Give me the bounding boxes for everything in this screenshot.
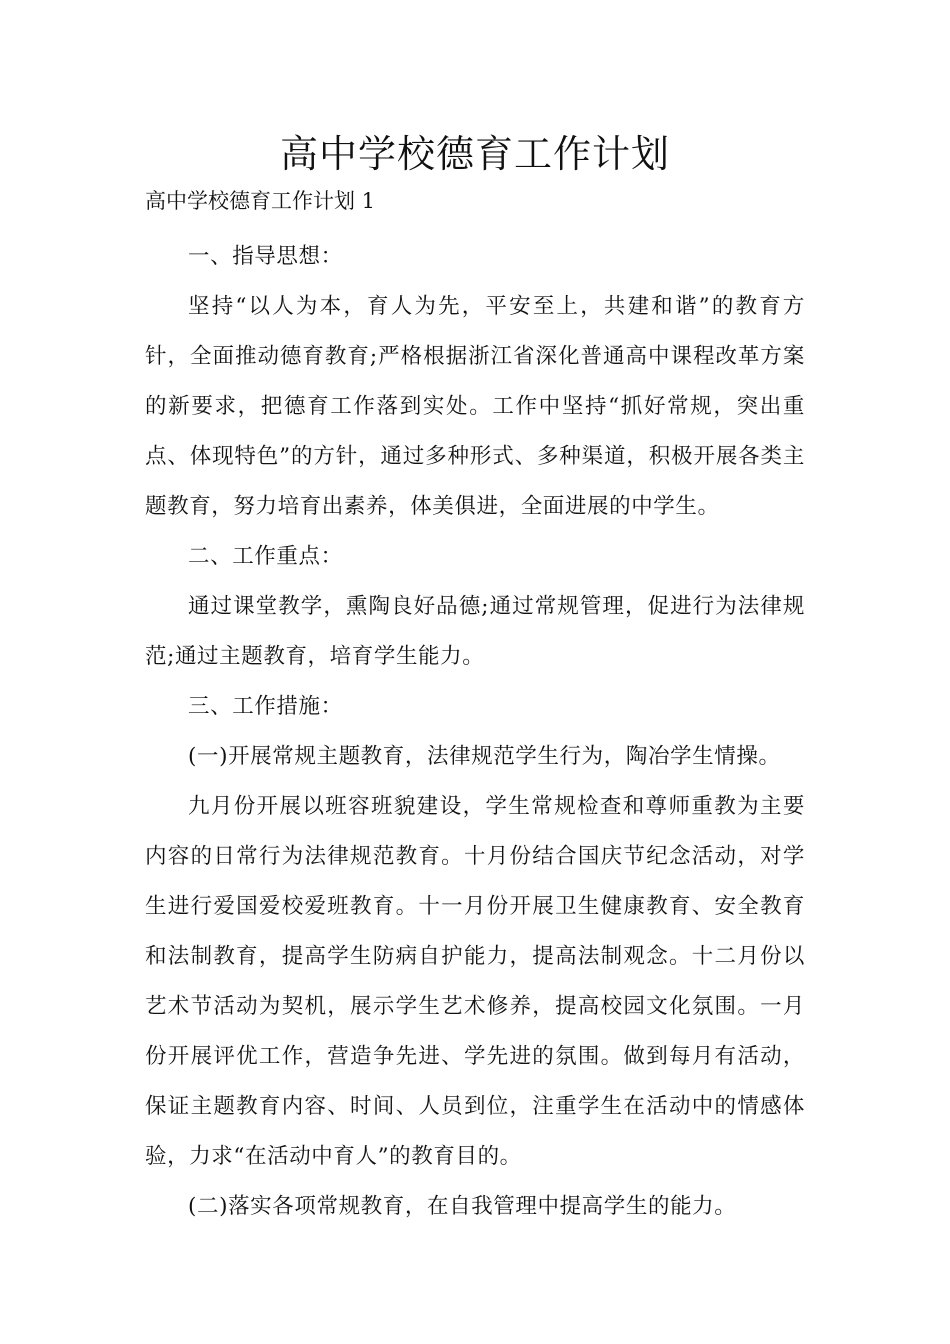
paragraph-guiding-ideology: 坚持“以人为本，育人为先，平安至上，共建和谐”的教育方针，全面推动德育教育;严格根据浙江省深化普通高中课程改革方案的新要求，把德育工作落到实处。工作中坚持“抓好常规，突出重点、体现特色”的方针，通过多种形式、多种渠道，积极开展各类主题教育，努力培育出素养，体美俱进，全面进展的中学生。	[145, 294, 805, 519]
subheading-measure-1: (一)开展常规主题教育，法律规范学生行为，陶冶学生情操。	[188, 744, 781, 769]
section-heading-guiding-ideology: 一、指导思想：	[188, 244, 343, 269]
subheading-measure-2: (二)落实各项常规教育，在自我管理中提高学生的能力。	[188, 1194, 737, 1219]
paragraph-work-focus: 通过课堂教学，熏陶良好品德;通过常规管理，促进行为法律规范;通过主题教育，培育学生能力。	[145, 594, 805, 669]
document-subtitle: 高中学校德育工作计划 1	[145, 189, 376, 213]
document-body	[145, 232, 805, 1232]
paragraph-measure-1: 九月份开展以班容班貌建设，学生常规检查和尊师重教为主要内容的日常行为法律规范教育。十月份结合国庆节纪念活动，对学生进行爱国爱校爱班教育。十一月份开展卫生健康教育、安全教育和法制教育，提高学生防病自护能力，提高法制观念。十二月份以艺术节活动为契机，展示学生艺术修养，提高校园文化氛围。一月份开展评优工作，营造争先进、学先进的氛围。做到每月有活动，保证主题教育内容、时间、人员到位，注重学生在活动中的情感体验，力求“在活动中育人”的教育目的。	[145, 794, 805, 1169]
section-heading-work-focus: 二、工作重点：	[188, 544, 343, 569]
section-heading-work-measures: 三、工作措施：	[188, 694, 343, 719]
document-title: 高中学校德育工作计划	[279, 132, 670, 176]
